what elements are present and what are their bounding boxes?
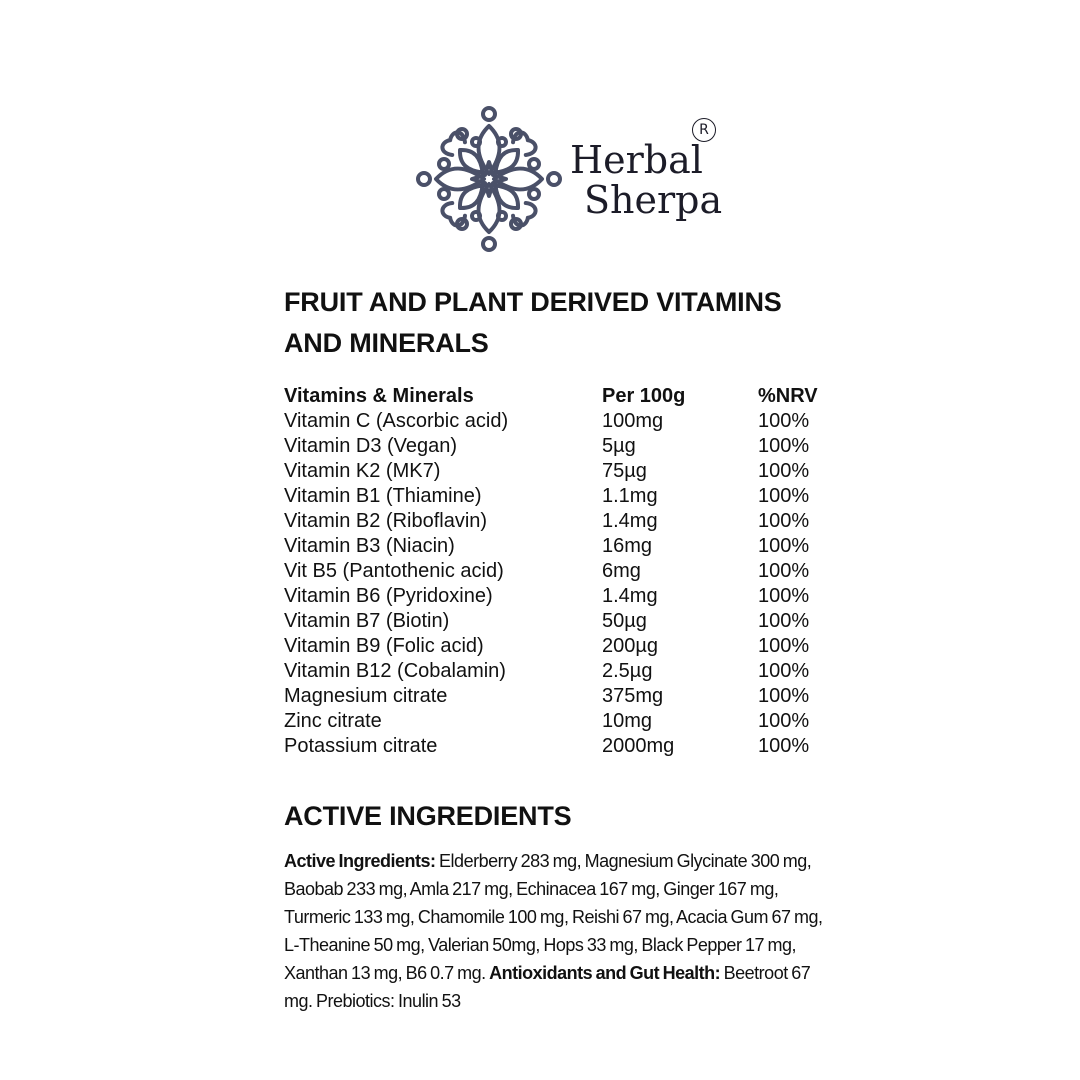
ingredients-text-antioxidants: Beetroot 67 mg. Prebiotics: Inulin 53 [284,963,811,1011]
nutrient-amount: 1.4mg [602,510,658,532]
nutrient-amount: 2000mg [602,735,675,757]
brand-line-1: Herbal [570,138,703,182]
ingredients-paragraph [284,847,830,1015]
column-header-nutrient: Vitamins & Minerals [284,385,474,407]
table-row [284,534,838,559]
nutrient-nrv: 100% [758,460,810,482]
nutrient-name: Zinc citrate [284,710,382,732]
nutrient-amount: 200µg [602,635,659,657]
nutrient-nrv: 100% [758,485,810,507]
nutrient-name: Vitamin D3 (Vegan) [284,435,458,457]
table-row [284,459,838,484]
nutrient-name: Vitamin B3 (Niacin) [284,535,455,557]
nutrient-name: Vitamin B12 (Cobalamin) [284,660,506,682]
vitamins-table [284,384,838,759]
nutrient-name: Vitamin B7 (Biotin) [284,610,450,632]
table-row [284,409,838,434]
nutrient-amount: 50µg [602,610,647,632]
table-row [284,634,838,659]
nutrient-name: Vitamin C (Ascorbic acid) [284,410,509,432]
table-row [284,684,838,709]
nutrient-nrv: 100% [758,510,810,532]
brand-line-2: Sherpa [584,178,723,222]
nutrient-name: Vitamin B6 (Pyridoxine) [284,585,493,607]
nutrient-amount: 1.1mg [602,485,658,507]
column-header-per-100g: Per 100g [602,385,686,407]
vitamins-section-title: FRUIT AND PLANT DERIVED VITAMINS AND MINERALS [284,287,782,358]
registered-mark-icon: R [692,118,716,142]
nutrient-name: Potassium citrate [284,735,438,757]
nutrient-nrv: 100% [758,535,810,557]
nutrient-amount: 1.4mg [602,585,658,607]
nutrient-name: Vitamin K2 (MK7) [284,460,441,482]
nutrient-name: Vitamin B9 (Folic acid) [284,635,484,657]
ingredients-label-active: Active Ingredients: [284,851,436,871]
nutrient-amount: 10mg [602,710,653,732]
nutrient-nrv: 100% [758,585,810,607]
table-header-row [284,384,838,409]
table-row [284,659,838,684]
table-row [284,709,838,734]
ingredients-label-antioxidants: Antioxidants and Gut Health: [489,963,721,983]
nutrient-nrv: 100% [758,610,810,632]
brand-name [570,140,722,220]
mandala-logo-icon [414,104,564,254]
nutrient-amount: 2.5µg [602,660,653,682]
nutrient-name: Vitamin B2 (Riboflavin) [284,510,488,532]
table-row [284,434,838,459]
nutrient-nrv: 100% [758,660,810,682]
brand-logo [414,104,724,254]
nutrient-nrv: 100% [758,635,810,657]
nutrient-nrv: 100% [758,560,810,582]
nutrient-amount: 5µg [602,435,636,457]
nutrient-amount: 75µg [602,460,647,482]
nutrient-amount: 100mg [602,410,664,432]
nutrient-nrv: 100% [758,435,810,457]
nutrient-amount: 16mg [602,535,653,557]
nutrient-nrv: 100% [758,710,810,732]
nutrient-name: Magnesium citrate [284,685,448,707]
table-row [284,584,838,609]
nutrient-nrv: 100% [758,735,810,757]
nutrient-amount: 375mg [602,685,664,707]
nutrient-name: Vit B5 (Pantothenic acid) [284,560,504,582]
column-header-nrv: %NRV [758,385,818,407]
active-ingredients-title: ACTIVE INGREDIENTS [284,801,572,831]
nutrient-amount: 6mg [602,560,641,582]
ingredients-text-active: Elderberry 283 mg, Magnesium Glycinate 300 mg, Baobab 233 mg, Amla 217 mg, Echinacea 167 mg, Ginger 167 mg, Turmeric 133 mg, Chamomile 100 mg, Reishi 67 mg, Acacia Gum 67 mg, L-Theanine 50 mg, Valerian 50mg, Hops 33 mg, Black Pepper 17 mg, Xanthan 13 mg, B6 0.7 mg. [284,851,823,983]
table-row [284,484,838,509]
table-row [284,609,838,634]
nutrient-nrv: 100% [758,410,810,432]
table-row [284,509,838,534]
nutrient-name: Vitamin B1 (Thiamine) [284,485,482,507]
nutrient-nrv: 100% [758,685,810,707]
table-row [284,734,838,759]
table-row [284,559,838,584]
